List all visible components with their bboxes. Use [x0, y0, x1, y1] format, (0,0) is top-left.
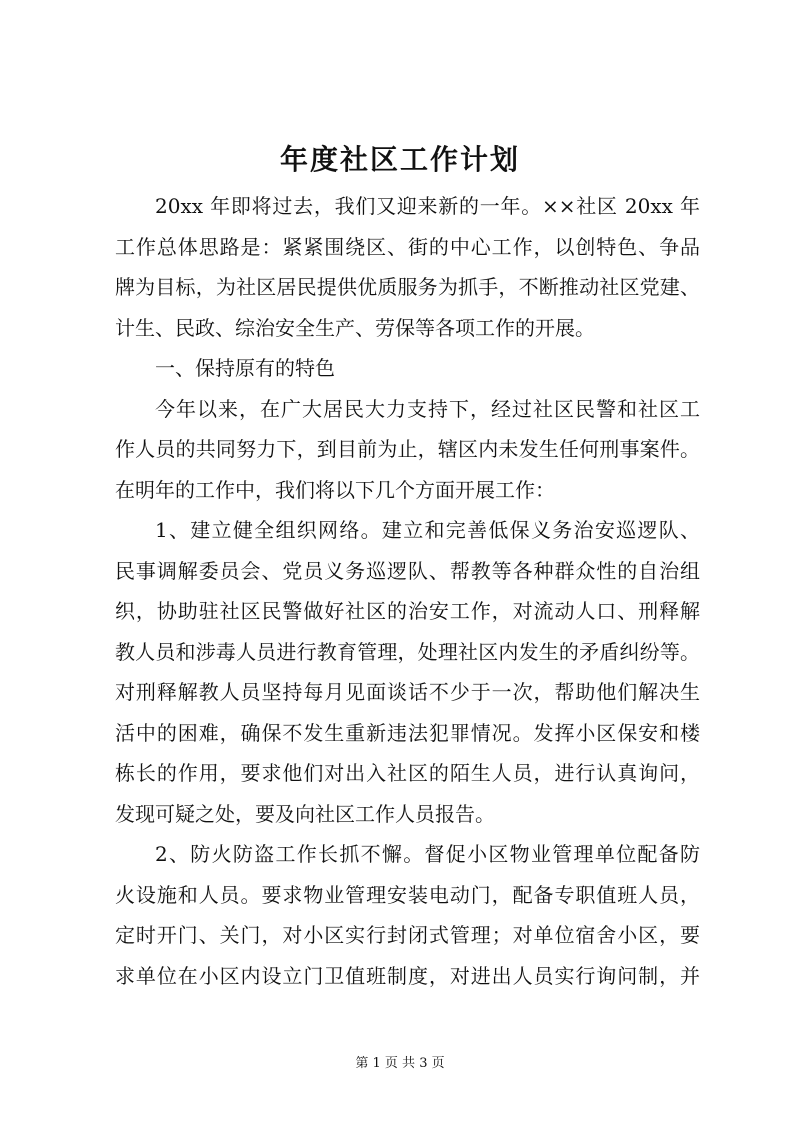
page-footer: 第 1 页 共 3 页 [355, 1056, 445, 1071]
text-line: 栋长的作用，要求他们对出入社区的陌生人员，进行认真询问， [115, 761, 700, 785]
text-line: 教人员和涉毒人员进行教育管理，处理社区内发生的矛盾纠纷等。 [115, 639, 700, 664]
text-line: 一、保持原有的特色 [155, 356, 335, 380]
text-line: 定时开门、关门，对小区实行封闭式管理；对单位宿舍小区，要 [115, 923, 700, 947]
text-line: 1、建立健全组织网络。建立和完善低保义务治安巡逻队、 [155, 518, 700, 542]
text-line: 对刑释解教人员坚持每月见面谈话不少于一次，帮助他们解决生 [115, 680, 700, 704]
document-body [115, 186, 700, 996]
text-line: 2、防火防盗工作长抓不懈。督促小区物业管理单位配备防 [155, 842, 700, 866]
text-line: 活中的困难，确保不发生重新违法犯罪情况。发挥小区保安和楼 [115, 720, 700, 745]
text-line: 20xx 年即将过去，我们又迎来新的一年。××社区 20xx 年 [155, 194, 700, 218]
text-line: 工作总体思路是：紧紧围绕区、街的中心工作，以创特色、争品 [115, 234, 700, 259]
text-line: 牌为目标，为社区居民提供优质服务为抓手，不断推动社区党建、 [115, 275, 700, 299]
text-line: 在明年的工作中，我们将以下几个方面开展工作： [115, 477, 555, 502]
text-line: 民事调解委员会、党员义务巡逻队、帮教等各种群众性的自治组 [115, 558, 700, 583]
document-title: 年度社区工作计划 [279, 143, 520, 176]
text-line: 计生、民政、综治安全生产、劳保等各项工作的开展。 [115, 315, 595, 340]
text-line: 火设施和人员。要求物业管理安装电动门，配备专职值班人员， [115, 882, 700, 907]
text-line: 求单位在小区内设立门卫值班制度，对进出人员实行询问制，并 [115, 963, 700, 988]
text-line: 织，协助驻社区民警做好社区的治安工作，对流动人口、刑释解 [115, 599, 700, 623]
text-line: 今年以来，在广大居民大力支持下，经过社区民警和社区工 [155, 396, 700, 421]
text-line: 发现可疑之处，要及向社区工作人员报告。 [115, 801, 495, 826]
text-line: 作人员的共同努力下，到目前为止，辖区内未发生任何刑事案件。 [115, 437, 700, 461]
